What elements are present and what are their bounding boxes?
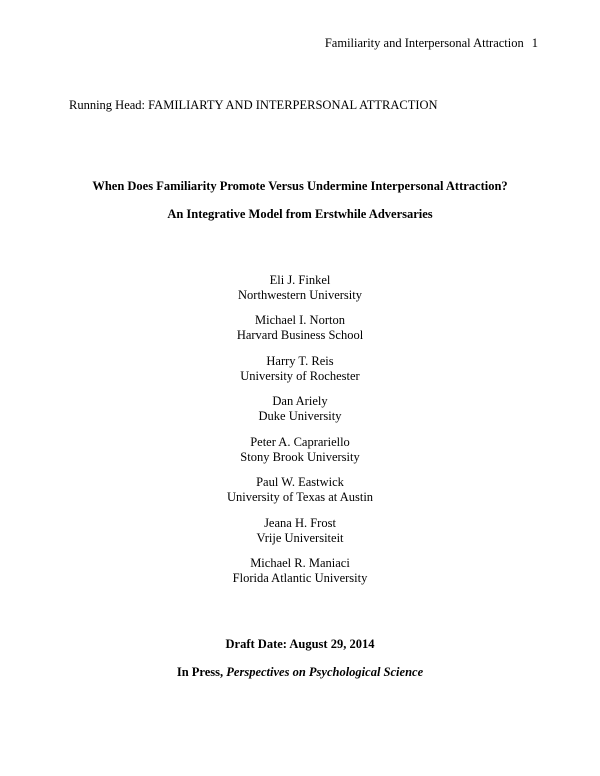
author-name: Michael I. Norton [255,313,345,327]
author-name: Harry T. Reis [266,354,334,368]
author-block-8 [0,556,600,586]
author-affiliation: University of Rochester [240,369,360,383]
title-line-1: When Does Familiarity Promote Versus Undermine Interpersonal Attraction? [92,179,508,193]
author-affiliation: Northwestern University [238,288,362,302]
author-block-7 [0,516,600,546]
author-affiliation: University of Texas at Austin [226,490,374,504]
author-block-5 [0,435,600,465]
author-name: Paul W. Eastwick [256,475,344,489]
journal-name: Perspectives on Psychological Science [226,665,424,679]
author-affiliation: Duke University [258,409,342,423]
author-affiliation: Stony Brook University [240,450,360,464]
page-number: 1 [531,36,538,50]
press-prefix: In Press, [176,665,227,679]
author-affiliation: Vrije Universiteit [256,531,344,545]
author-name: Dan Ariely [272,394,328,408]
author-affiliation: Florida Atlantic University [232,571,368,585]
running-head: Running Head: FAMILIARTY AND INTERPERSONAL ATTRACTION [69,98,438,112]
author-block-4 [0,394,600,424]
author-name: Peter A. Caprariello [250,435,350,449]
author-name: Eli J. Finkel [269,273,331,287]
author-block-1 [0,273,600,303]
draft-date: Draft Date: August 29, 2014 [225,637,375,651]
author-block-3 [0,354,600,384]
author-block-2 [0,313,600,343]
header-short-title: Familiarity and Interpersonal Attraction [324,36,524,50]
author-block-6 [0,475,600,505]
author-name: Jeana H. Frost [264,516,336,530]
author-name: Michael R. Maniaci [250,556,350,570]
page-header [325,36,538,51]
press-line [0,665,600,680]
title-line-2: An Integrative Model from Erstwhile Adversaries [167,207,433,221]
author-affiliation: Harvard Business School [236,328,364,342]
